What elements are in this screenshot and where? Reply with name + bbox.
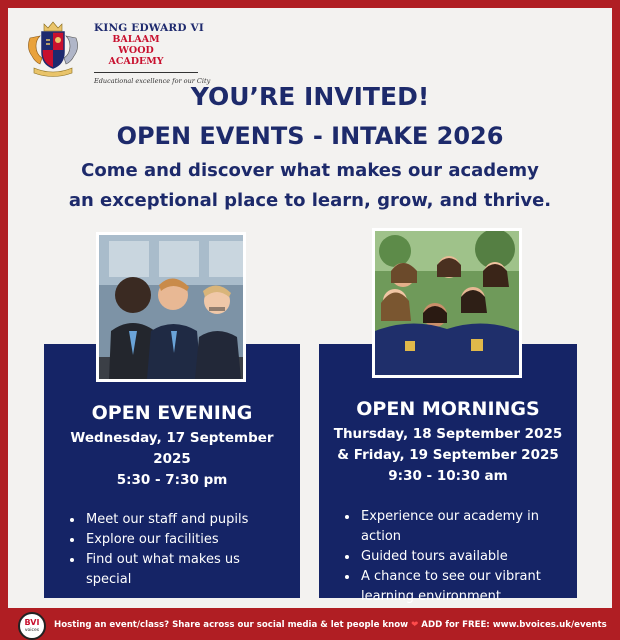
open-evening-details	[44, 428, 300, 491]
open-mornings-title: OPEN MORNINGS	[356, 398, 540, 420]
bvoices-logo[interactable]	[18, 612, 46, 640]
footer-cta-link[interactable]: ADD for FREE: www.bvoices.uk/events	[421, 620, 607, 630]
heart-hand-icon: ❤	[411, 620, 422, 630]
school-name-line1: KING EDWARD VI	[94, 22, 204, 34]
school-name-line2: BALAAM WOOD ACADEMY	[108, 34, 164, 67]
open-evening-date-line2: 2025	[153, 451, 191, 467]
bvoices-logo-text: BVI	[24, 618, 40, 627]
list-item: Guided tours available	[343, 547, 563, 567]
open-mornings-date-line2: & Friday, 19 September 2025	[337, 447, 559, 463]
list-item: A chance to see our vibrant learning environment	[343, 567, 563, 607]
footer-bar	[0, 610, 620, 640]
open-mornings-date-line1: Thursday, 18 September 2025	[333, 426, 563, 442]
poster	[8, 8, 612, 608]
open-mornings-time: 9:30 - 10:30 am	[388, 468, 508, 484]
list-item: Explore our facilities	[68, 530, 286, 550]
school-crest-icon	[22, 18, 84, 80]
subtitle-line1: Come and discover what makes our academy	[81, 160, 539, 181]
footer-text: Hosting an event/class? Share across our social media & let people know	[54, 620, 409, 630]
pupils-group-photo	[372, 228, 522, 378]
list-item: Meet our staff and pupils	[68, 510, 286, 530]
headline: YOU’RE INVITED!	[190, 82, 430, 111]
open-evening-bullets	[68, 510, 286, 590]
open-mornings-details	[319, 424, 577, 487]
school-name-block	[94, 22, 214, 85]
pupils-classroom-photo	[96, 232, 246, 382]
event-title: OPEN EVENTS - INTAKE 2026	[116, 122, 504, 150]
open-mornings-bullets	[343, 507, 563, 607]
bvoices-logo-subtext: voices	[24, 628, 40, 633]
school-tagline: Educational excellence for our City	[94, 77, 211, 85]
footer-promo	[54, 620, 607, 630]
open-evening-date-line1: Wednesday, 17 September	[70, 430, 274, 446]
subtitle-line2: an exceptional place to learn, grow, and thrive.	[68, 190, 552, 211]
list-item: Experience our academy in action	[343, 507, 563, 547]
list-item: Find out what makes us special	[68, 550, 286, 590]
open-mornings-card	[319, 344, 577, 604]
school-divider	[94, 72, 198, 73]
open-evening-time: 5:30 - 7:30 pm	[116, 472, 228, 488]
open-evening-title: OPEN EVENING	[91, 402, 253, 424]
